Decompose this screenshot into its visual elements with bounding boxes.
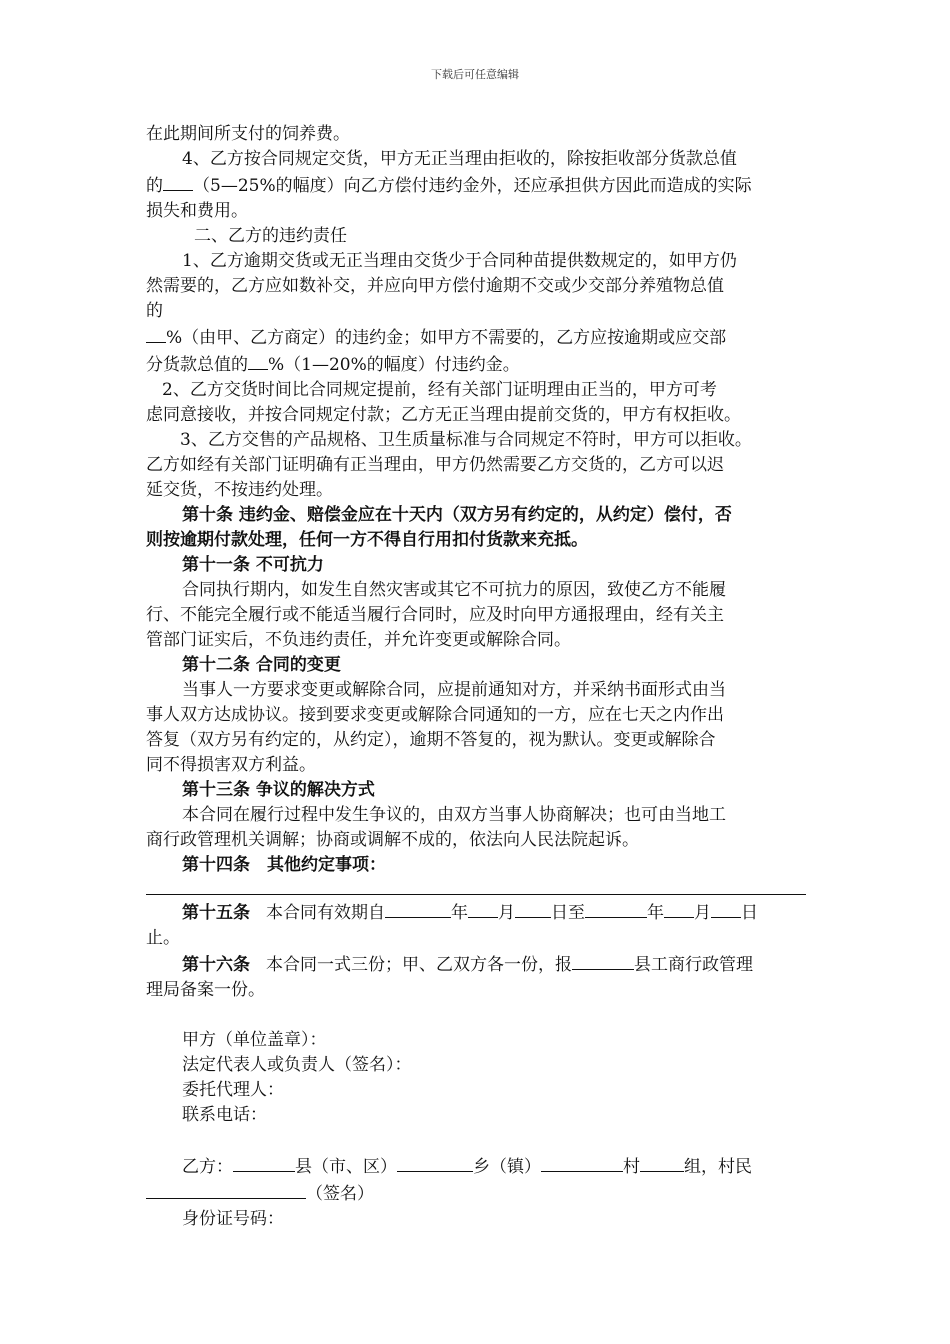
section-heading: 二、乙方的违约责任 [194,226,347,246]
paragraph-line: 1、乙方逾期交货或无正当理由交货少于合同种苗提供数规定的，如甲方仍 [182,251,737,271]
paragraph-line: 的 （5—25%的幅度）向乙方偿付违约金外，还应承担供方因此而造成的实际 [146,172,806,199]
article-heading: 第十三条 争议的解决方式 [182,780,375,800]
blank-field [248,351,268,370]
blank-field [146,324,166,343]
article-heading: 第十一条 不可抗力 [182,555,324,575]
paragraph-line: 乙方如经有关部门证明确有正当理由，甲方仍然需要乙方交货的，乙方可以迟 [146,455,724,475]
blank-field [146,1180,306,1199]
paragraph-line: 在此期间所支付的饲养费。 [146,124,350,144]
blank-field [711,899,741,918]
party-b-line: 乙方： 县（市、区） 乡（镇） 村 组，村民 [146,1153,806,1180]
blank-field [515,899,551,918]
paragraph-line: 理局备案一份。 [146,980,265,1000]
article-heading: 则按逾期付款处理，任何一方不得自行用扣付货款来充抵。 [146,530,588,550]
paragraph-line: 延交货，不按违约处理。 [146,480,333,500]
paragraph-line: 分货款总值的 %（1—20%的幅度）付违约金。 [146,351,806,378]
article-heading: 第十四条 其他约定事项： [182,855,386,875]
blank-field [640,1153,684,1172]
paragraph-line: 商行政管理机关调解；协商或调解不成的，依法向人民法院起诉。 [146,830,639,850]
blank-field [664,899,694,918]
paragraph-line: 第十五条 本合同有效期自 年 月 日至 年 月 日 [146,899,806,926]
blank-field [233,1153,295,1172]
signature-phone: 联系电话： [182,1105,267,1125]
paragraph-line: 2、乙方交货时间比合同规定提前，经有关部门证明理由正当的，甲方可考 [162,380,717,400]
contract-document [146,122,806,1232]
paragraph-line: 本合同在履行过程中发生争议的，由双方当事人协商解决；也可由当地工 [182,805,726,825]
paragraph-line: 3、乙方交售的产品规格、卫生质量标准与合同规定不符时，甲方可以拒收。 [180,430,752,450]
blank-field [385,899,451,918]
signature-agent: 委托代理人： [182,1080,284,1100]
paragraph-line: 答复（双方另有约定的，从约定），逾期不答复的，视为默认。变更或解除合 [146,730,716,750]
paragraph-line: %（由甲、乙方商定）的违约金；如甲方不需要的，乙方应按逾期或应交部 [146,324,806,351]
paragraph-line: 合同执行期内，如发生自然灾害或其它不可抗力的原因，致使乙方不能履 [182,580,726,600]
blank-field [541,1153,623,1172]
article-heading: 第十条 违约金、赔偿金应在十天内（双方另有约定的，从约定）偿付，否 [182,505,732,525]
signature-party-a: 甲方（单位盖章）： [182,1030,327,1050]
blank-field [572,951,634,970]
paragraph-line: 管部门证实后，不负违约责任，并允许变更或解除合同。 [146,630,571,650]
blank-field [397,1153,473,1172]
paragraph-line: 止。 [146,928,180,948]
article-heading: 第十二条 合同的变更 [182,655,341,675]
blank-field [585,899,647,918]
blank-field [163,172,193,191]
paragraph-line: 当事人一方要求变更或解除合同，应提前通知对方，并采纳书面形式由当 [182,680,726,700]
paragraph-line: 的 [146,301,163,321]
party-b-signature: （签名） [146,1180,806,1207]
paragraph-line: 4、乙方按合同规定交货，甲方无正当理由拒收的，除按拒收部分货款总值 [182,149,737,169]
paragraph-line: 行、不能完全履行或不能适当履行合同时，应及时向甲方通报理由，经有关主 [146,605,724,625]
paragraph-line: 虑同意接收，并按合同规定付款；乙方无正当理由提前交货的，甲方有权拒收。 [146,405,741,425]
signature-representative: 法定代表人或负责人（签名）： [182,1055,412,1075]
id-number-line: 身份证号码： [182,1209,284,1229]
paragraph-line: 第十六条 本合同一式三份；甲、乙双方各一份，报 县工商行政管理 [146,951,806,978]
fill-in-line [146,878,806,895]
page-header: 下载后可任意编辑 [431,68,519,81]
paragraph-line: 损失和费用。 [146,201,248,221]
blank-field [468,899,498,918]
paragraph-line: 同不得损害双方利益。 [146,755,316,775]
paragraph-line: 然需要的，乙方应如数补交，并应向甲方偿付逾期不交或少交部分养殖物总值 [146,276,724,296]
paragraph-line: 事人双方达成协议。接到要求变更或解除合同通知的一方，应在七天之内作出 [146,705,724,725]
